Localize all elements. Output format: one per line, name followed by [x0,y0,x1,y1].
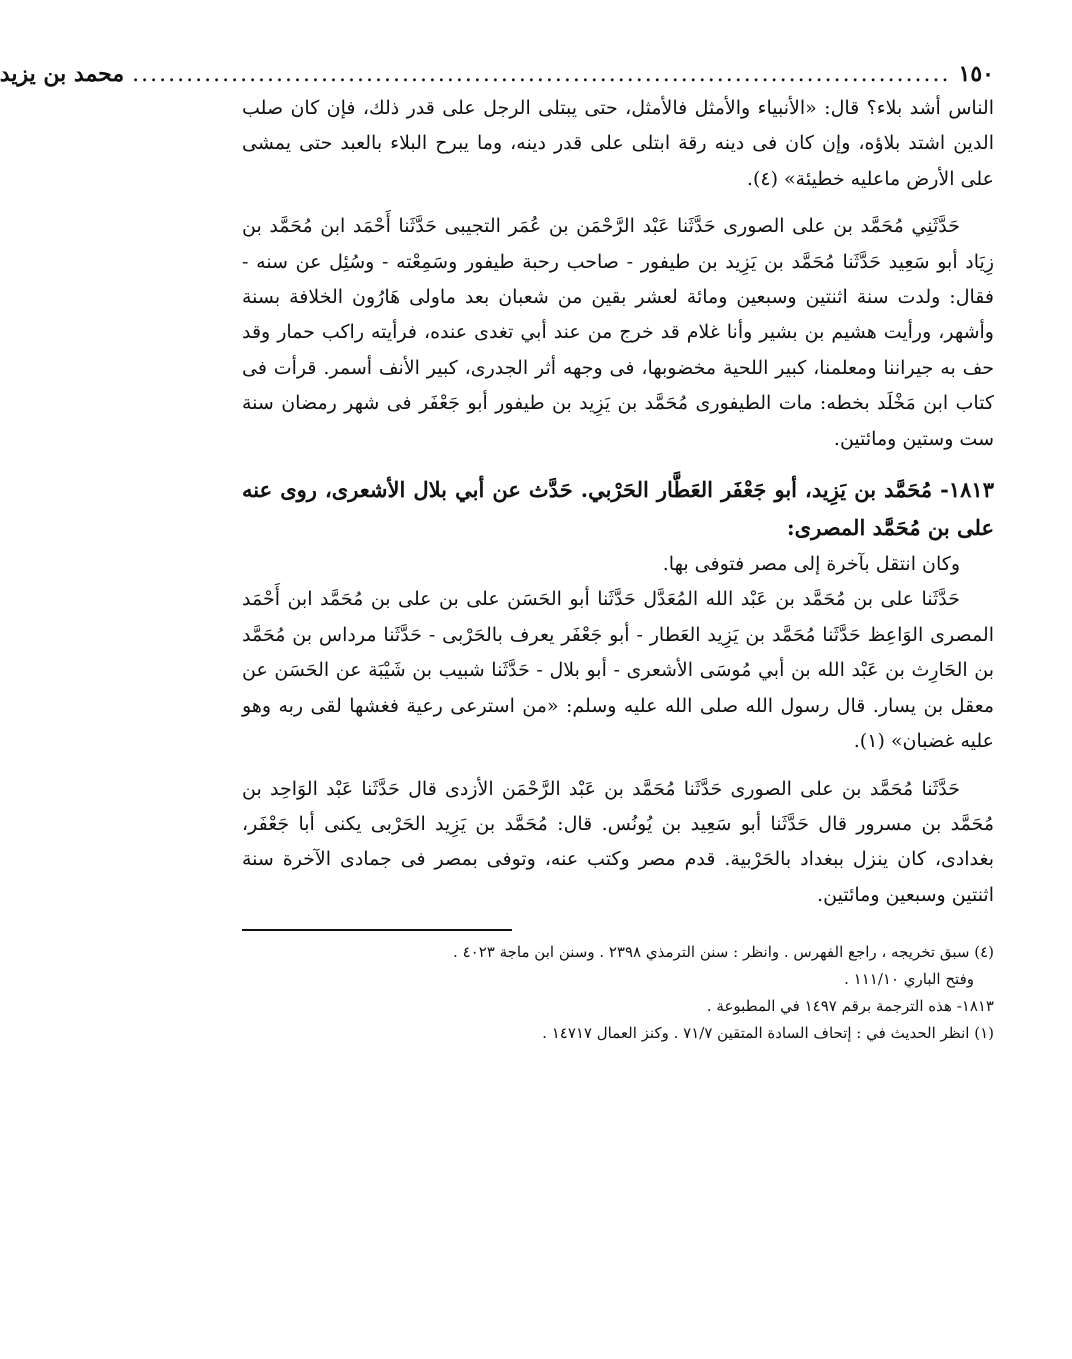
footnote-1: (١) انظر الحديث في : إتحاف السادة المتقين ٧١/٧ . وكنز العمال ١٤٧١٧ . [542,1024,994,1043]
paragraph-tufuri-biography: حَدَّثَنِي مُحَمَّد بن على الصورى حَدَّثَنا عَبْد الرَّحْمَن بن عُمَر التجيبى حَدَّثَنا أَحْمَد ابن مُحَمَّد بن زِيَاد أبو سَعِيد حَدَّثَنا مُحَمَّد بن يَزِيد بن طيفور - صاحب رحبة طيفور وسَمِعْته - وسُئِل عن سنه - فقال: ولدت سنة اثنتين وسبعين ومائة لعشر بقين من شعبان بعد ماولى هَارُون الخلافة بسنة وأشهر، ورأيت هشيم بن بشير وأنا غلام قد خرج من عند أبي تغدى عنده، فرأيته راكب حمار وقد حف به جيراننا ومعلمنا، كبير اللحية مخضوبها، فى وجهه أثر الجدرى، كبير الأنف أسمر. قرأت فى كتاب ابن مَخْلَد بخطه: مات الطيفورى مُحَمَّد بن يَزِيد بن طيفور أبو جَعْفَر فى شهر رمضان سنة ست وستين ومائتين. [242,215,994,450]
footnote-4-continued: وفتح الباري ١١١/١٠ . [844,970,974,989]
footnote-separator-wrap [242,929,994,931]
paragraph-moved-to-egypt: وكان انتقل بآخرة إلى مصر فتوفى بها. [662,553,960,576]
running-title: محمد بن يزيد [0,61,125,87]
header-leader-dots: ........................................................................................... [132,62,951,87]
footnote-4: (٤) سبق تخريجه ، راجع الفهرس . وانظر : سنن الترمذي ٢٣٩٨ . وسنن ابن ماجة ٤٠٢٣ . [453,943,994,962]
paragraph-ibn-yunus-report: حَدَّثَنا مُحَمَّد بن على الصورى حَدَّثَنا مُحَمَّد بن عَبْد الرَّحْمَن الأزدى قال حَدَّثَنا عَبْد الوَاحِد بن مُحَمَّد بن مسرور قال حَدَّثَنا أبو سَعِيد بن يُونُس. قال: مُحَمَّد بن يَزِيد الحَرْبى يكنى أبا جَعْفَر، بغدادى، كان ينزل ببغداد بالحَرْبية. قدم مصر وكتب عنه، وتوفى بمصر فى جمادى الآخرة سنة اثنتين وسبعين ومائتين. [242,777,994,906]
book-page [0,58,994,1047]
entry-heading-1813: ١٨١٣- مُحَمَّد بن يَزِيد، أبو جَعْفَر العَطَّار الحَرْبي. حَدَّث عن أبي بلال الأشعرى، روى عنه على بن مُحَمَّد المصرى: [242,477,994,541]
paragraph-hadith-isnad: حَدَّثَنا على بن مُحَمَّد بن عَبْد الله المُعَدَّل حَدَّثَنا أبو الحَسَن على بن على بن مُحَمَّد ابن أَحْمَد المصرى الوَاعِظ حَدَّثَنا مُحَمَّد بن يَزِيد العَطار - أبو جَعْفَر يعرف بالحَرْبى - حَدَّثَنا مرداس بن مُحَمَّد بن الحَارِث بن عَبْد الله بن أبي مُوسَى الأشعرى - أبو بلال - حَدَّثَنا شبيب بن شَيْبَة عن الحَسَن عن معقل بن يسار. قال رسول الله صلى الله عليه وسلم: «من استرعى رعية فغشها لقى ربه وهو عليه غضبان» (١). [242,588,994,753]
paragraph-continuation: الناس أشد بلاء؟ قال: «الأنبياء والأمثل فالأمثل، حتى يبتلى الرجل على قدر ذلك، فإن كان صلب الدين اشتد بلاؤه، وإن كان فى دينه رقة ابتلى على قدر دينه، وما يبرح البلاء بالعبد حتى يمشى على الأرض ماعليه خطيئة» (٤). [242,97,994,190]
footnote-1813: ١٨١٣- هذه الترجمة برقم ١٤٩٧ في المطبوعة . [706,997,994,1016]
footnote-separator [242,929,512,931]
page-number: ١٥٠ [958,61,994,87]
page-header [0,58,994,91]
